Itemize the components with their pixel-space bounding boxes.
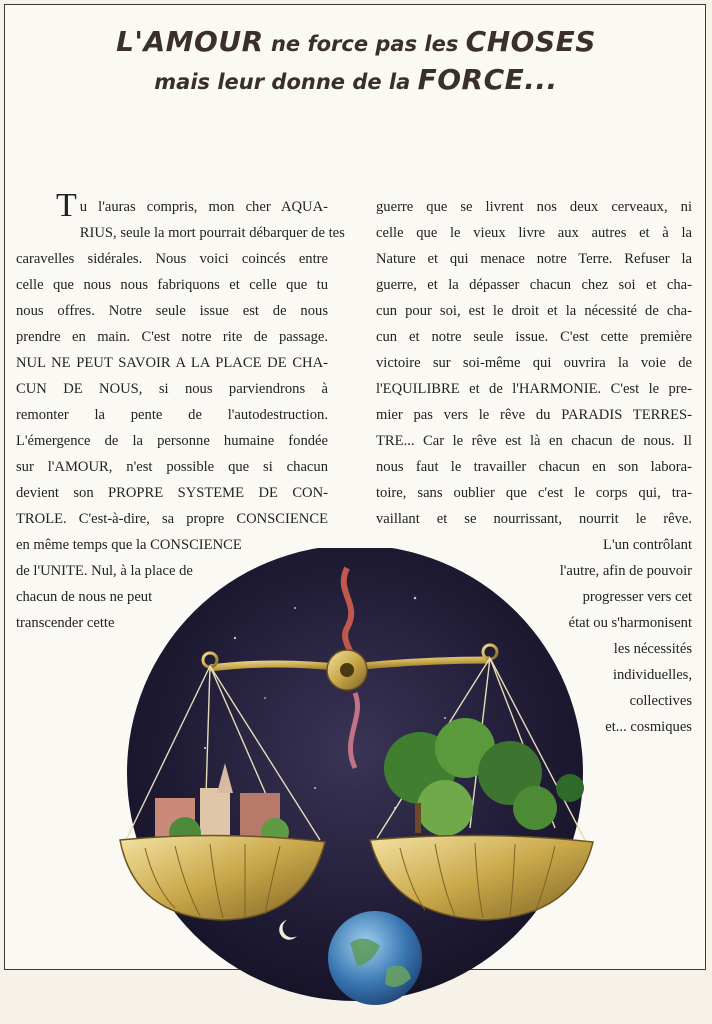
left-line: NUL NE PEUT SAVOIR A LA PLACE DE CHA-: [16, 355, 328, 371]
left-line: devient son PROPRE SYSTEME DE CON-: [16, 485, 328, 501]
right-short-line: collectives: [629, 693, 692, 709]
left-short-line: chacun de nous ne peut: [16, 589, 153, 605]
drop-cap: T: [56, 187, 77, 224]
right-line: nous faut le travailler chacun en son labora-: [376, 459, 692, 475]
left-short-line: en même temps que la CONSCIENCE: [16, 537, 242, 553]
title-text-1: ne force pas les: [263, 32, 466, 56]
page-title: [0, 24, 712, 99]
left-line: sur l'AMOUR, n'est possible que si chacun: [16, 459, 328, 475]
right-line: cun et notre seule issue. C'est cette première: [376, 329, 692, 345]
left-line: CUN DE NOUS, si nous parviendrons à: [16, 381, 328, 397]
left-line: L'émergence de la personne humaine fondée: [16, 433, 328, 449]
right-short-line: l'autre, afin de pouvoir: [559, 563, 692, 579]
left-line: celle que nous nous fabriquons et celle que tu: [16, 277, 328, 293]
balance-scale-illustration: [115, 548, 595, 1018]
right-line: guerre que se livrent nos deux cerveaux, ni: [376, 199, 692, 215]
right-short-line: et... cosmiques: [605, 719, 692, 735]
earth-globe: [328, 911, 422, 1005]
title-word-force: FORCE...: [417, 63, 558, 97]
right-short-line: individuelles,: [612, 667, 692, 683]
right-line: guerre, et la dépasser chacun chez soi et cha-: [376, 277, 692, 293]
title-text-2: mais leur donne de la: [154, 70, 418, 95]
left-line: nous offres. Notre seule issue est de nous: [16, 303, 328, 319]
left-short-line: transcender cette: [16, 615, 115, 631]
left-first-line: [16, 187, 328, 224]
right-short-line: état ou s'harmonisent: [568, 615, 692, 631]
left-short-line: de l'UNITE. Nul, à la place de: [16, 563, 193, 579]
right-line: vaillant et se nourrissant, nourrit le rêve.: [376, 511, 692, 527]
right-line: toire, sans oublier que c'est le corps qui, tra-: [376, 485, 692, 501]
left-line: remonter la pente de l'autodestruction.: [16, 407, 328, 423]
title-word-choses: CHOSES: [465, 25, 596, 58]
right-short-line: les nécessités: [613, 641, 692, 657]
left-line: caravelles sidérales. Nous voici coincés entre: [16, 251, 328, 267]
left-line: prendre en main. C'est notre rite de passage.: [16, 329, 328, 345]
right-line: TRE... Car le rêve est là en chacun de nous. Il: [376, 433, 692, 449]
right-line: cun pour soi, est le droit et la nécessité de cha-: [376, 303, 692, 319]
right-line: celle que le vieux livre aux autres et à la: [376, 225, 692, 241]
right-line: Nature et qui menace notre Terre. Refuser la: [376, 251, 692, 267]
right-short-line: L'un contrôlant: [603, 537, 692, 553]
right-line: l'EQUILIBRE et de l'HARMONIE. C'est le pre-: [376, 381, 692, 397]
right-line: mier pas vers le rêve du PARADIS TERRES-: [376, 407, 692, 423]
left-line: TROLE. C'est-à-dire, sa propre CONSCIENCE: [16, 511, 328, 527]
title-word-amour: L'AMOUR: [116, 25, 264, 58]
left-line-1-text: u l'auras compris, mon cher AQUA-: [79, 199, 328, 215]
left-line: RIUS, seule la mort pourrait débarquer de tes: [79, 225, 345, 241]
right-short-line: progresser vers cet: [582, 589, 692, 605]
right-line: victoire sur soi-même qui ouvrira la voie de: [376, 355, 692, 371]
